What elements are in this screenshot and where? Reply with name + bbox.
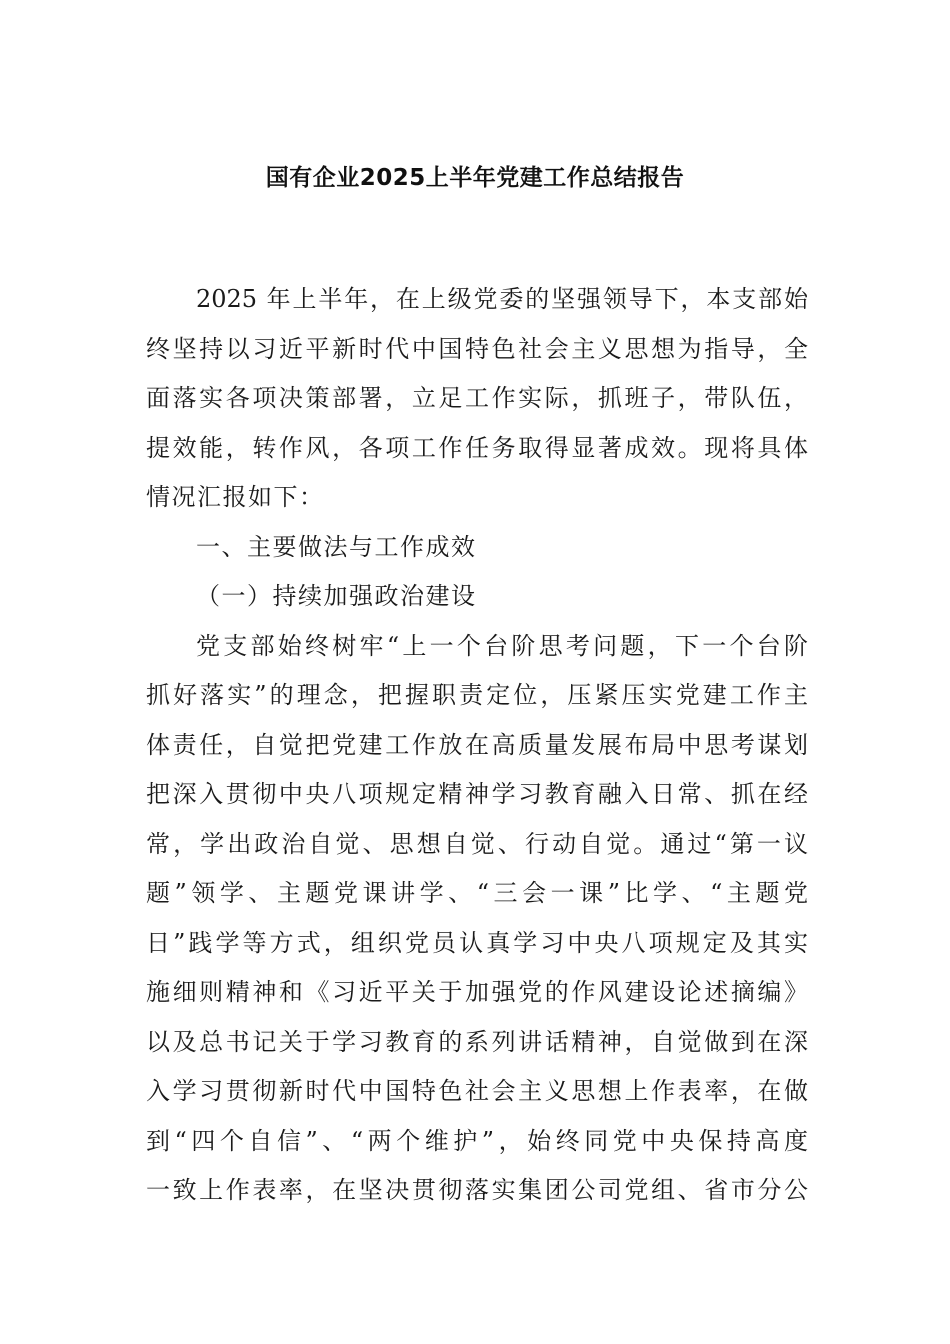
subsection-heading: （一）持续加强政治建设 <box>196 582 477 610</box>
paragraph-line: 一致上作表率，在坚决贯彻落实集团公司党组、省市分公 <box>146 1176 808 1204</box>
document-title: 国有企业2025上半年党建工作总结报告 <box>265 165 685 191</box>
paragraph-line: 以及总书记关于学习教育的系列讲话精神，自觉做到在深 <box>146 1027 808 1056</box>
paragraph-line: 2025 年上半年，在上级党委的坚强领导下，本支部始 <box>196 285 808 313</box>
paragraph-line: 日”践学等方式，组织党员认真学习中央八项规定及其实 <box>146 928 808 957</box>
paragraph-line: 施细则精神和《习近平关于加强党的作风建设论述摘编》 <box>146 978 808 1006</box>
paragraph-line: 题”领学、主题党课讲学、“三会一课”比学、“主题党 <box>146 879 808 907</box>
paragraph-line: 到“四个自信”、“两个维护”，始终同党中央保持高度 <box>146 1126 808 1155</box>
paragraph-line: 入学习贯彻新时代中国特色社会主义思想上作表率，在做 <box>146 1077 808 1105</box>
section-heading: 一、主要做法与工作成效 <box>196 532 477 561</box>
paragraph-line: 情况汇报如下： <box>146 483 325 511</box>
paragraph-line: 党支部始终树牢“上一个台阶思考问题，下一个台阶 <box>196 631 808 660</box>
paragraph-line: 面落实各项决策部署，立足工作实际，抓班子，带队伍， <box>146 384 808 412</box>
document-body <box>146 275 808 1216</box>
paragraph-line: 抓好落实”的理念，把握职责定位，压紧压实党建工作主 <box>146 681 808 709</box>
paragraph-line: 提效能，转作风，各项工作任务取得显著成效。现将具体 <box>146 433 808 462</box>
paragraph-line: 终坚持以习近平新时代中国特色社会主义思想为指导，全 <box>146 334 808 363</box>
paragraph-line: 把深入贯彻中央八项规定精神学习教育融入日常、抓在经 <box>146 780 808 808</box>
paragraph-line: 体责任，自觉把党建工作放在高质量发展布局中思考谋划 <box>146 730 808 759</box>
paragraph-line: 常，学出政治自觉、思想自觉、行动自觉。通过“第一议 <box>146 829 808 858</box>
